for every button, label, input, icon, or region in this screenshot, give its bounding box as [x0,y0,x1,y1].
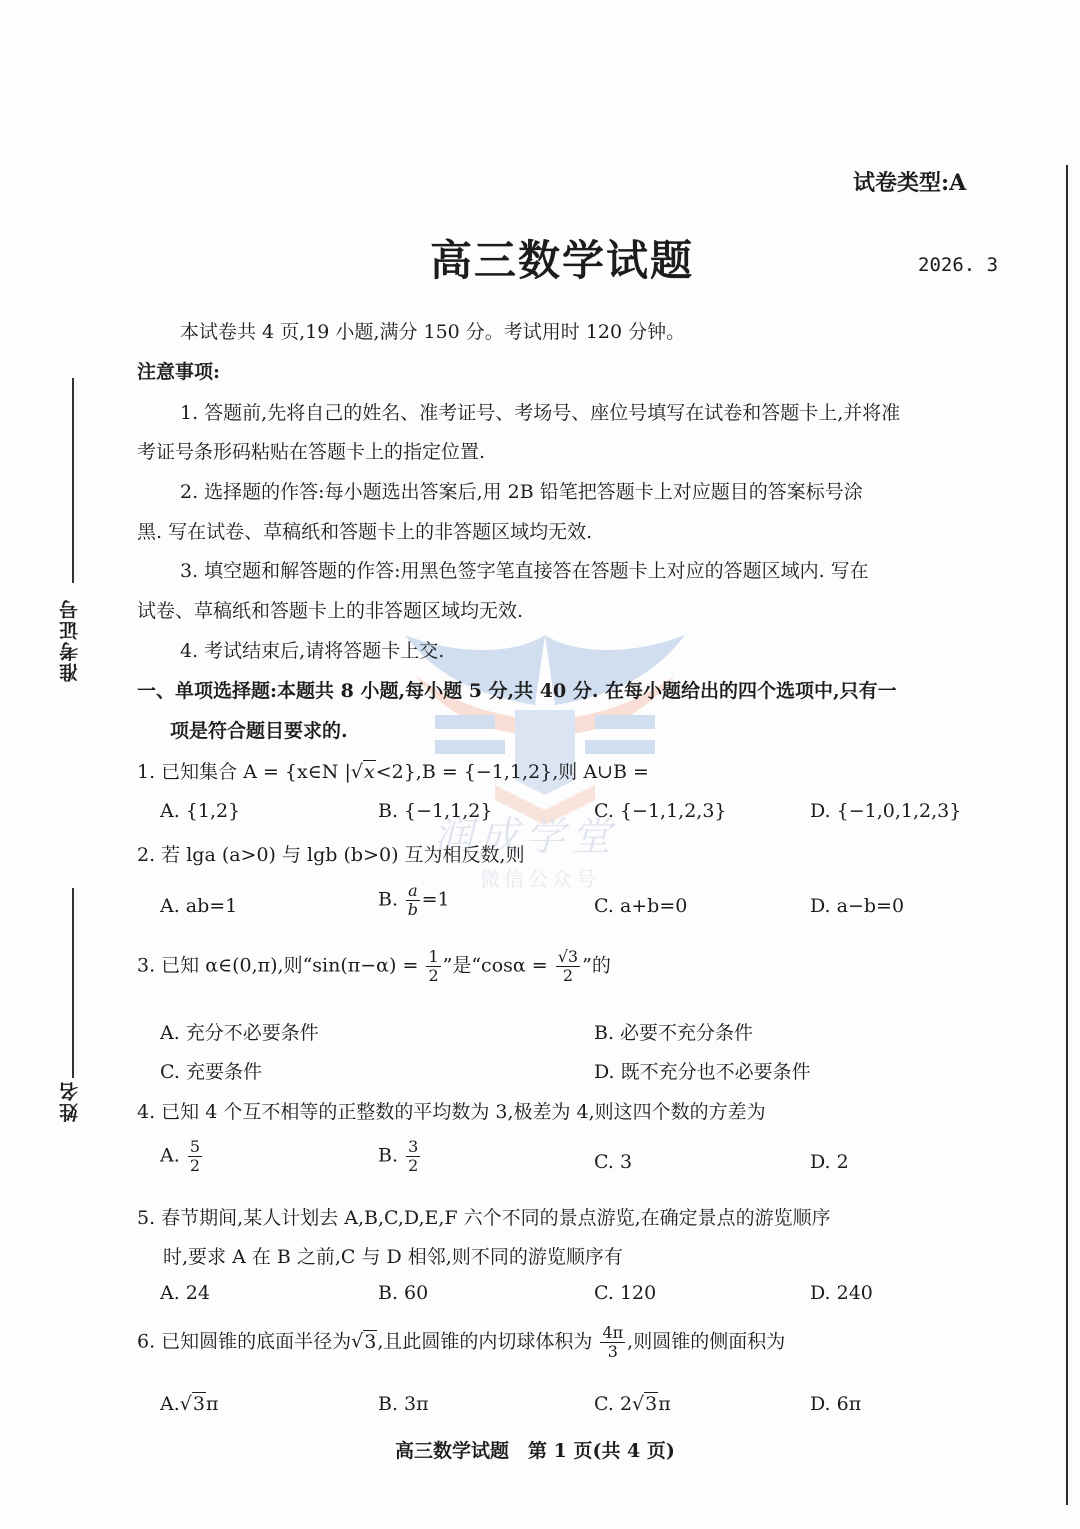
sqrt-symbol: √ [351,1330,364,1353]
q4-option-a: A. $\frac{5}{2}$ [160,1137,200,1175]
q3-option-b: B. 必要不充分条件 [594,1022,754,1044]
q2-option-c: C. a+b=0 [594,895,688,917]
question-1-stem: 1. 已知集合 A = {x∈N |√x<2},B = {−1,1,2},则 A∪B = [137,761,649,783]
name-label: 姓名 [59,1080,81,1122]
sqrt-symbol: √ [632,1393,645,1415]
right-margin-rule [1066,165,1068,1505]
q2-option-d: D. a−b=0 [810,895,905,917]
q6-option-d: D. 6π [810,1393,862,1415]
fraction: $\frac{a}{b}$ [407,881,418,919]
q4-option-b: B. $\frac{3}{2}$ [378,1137,419,1175]
note-1-line-1: 1. 答题前,先将自己的姓名、准考证号、考场号、座位号填写在试卷和答题卡上,并将准 [180,402,901,424]
q6-option-a: A.√3π [160,1393,219,1415]
admission-number-label: 准考证号 [59,598,81,682]
sqrt-symbol: √ [179,1393,192,1415]
q3-option-a: A. 充分不必要条件 [160,1022,319,1044]
question-2-stem: 2. 若 lga (a>0) 与 lgb (b>0) 互为相反数,则 [137,844,525,866]
fraction: $\frac{3}{2}$ [408,1137,419,1175]
notes-heading: 注意事项: [137,361,221,383]
note-1-line-2: 考证号条形码粘贴在答题卡上的指定位置. [137,441,486,463]
q4-option-c: C. 3 [594,1151,633,1173]
watermark-name: 润成学堂 [433,814,617,860]
question-5-line-2: 时,要求 A 在 B 之前,C 与 D 相邻,则不同的游览顺序有 [163,1246,623,1268]
name-line [72,888,74,1078]
q3-option-d: D. 既不充分也不必要条件 [594,1061,811,1083]
watermark-subtitle: 微信公众号 [480,867,600,891]
q2-option-a: A. ab=1 [160,895,238,917]
paper-type: 试卷类型:A [853,170,967,196]
sqrt-symbol: √ [350,761,363,783]
q5-option-a: A. 24 [160,1282,210,1304]
section-1-heading-line-2: 项是符合题目要求的. [170,720,348,742]
fraction: $\frac{5}{2}$ [189,1137,200,1175]
q5-option-c: C. 120 [594,1282,657,1304]
note-2-line-2: 黑. 写在试卷、草稿纸和答题卡上的非答题区域均无效. [137,521,593,543]
q5-option-d: D. 240 [810,1282,873,1304]
question-5-line-1: 5. 春节期间,某人计划去 A,B,C,D,E,F 六个不同的景点游览,在确定景点的游览顺序 [137,1207,831,1229]
q5-option-b: B. 60 [378,1282,429,1304]
q1-option-b: B. {−1,1,2} [378,800,493,822]
q3-option-c: C. 充要条件 [160,1061,262,1083]
page-title: 高三数学试题 [430,236,695,285]
exam-date: 2026. 3 [918,254,999,276]
fraction: $\frac{√3}{2}$ [557,947,579,985]
q1-option-d: D. {−1,0,1,2,3} [810,800,962,822]
q6-option-b: B. 3π [378,1393,429,1415]
admission-number-line [72,378,74,583]
section-1-heading-line-1: 一、单项选择题:本题共 8 小题,每小题 5 分,共 40 分. 在每小题给出的四个选项中,只有一 [137,680,897,702]
page-footer: 高三数学试题 第 1 页(共 4 页) [395,1440,675,1462]
question-6-stem: 6. 已知圆锥的底面半径为√3,且此圆锥的内切球体积为 $\frac{4\pi}{3}$ ,则圆锥的侧面积为 [137,1323,786,1361]
q2-option-b: B. $\frac{a}{b}$ =1 [378,881,450,919]
q1-option-c: C. {−1,1,2,3} [594,800,727,822]
note-2-line-1: 2. 选择题的作答:每小题选出答案后,用 2B 铅笔把答题卡上对应题目的答案标号涂 [180,481,863,503]
question-3-stem: 3. 已知 α∈(0,π),则“sin(π−α) = $\frac{1}{2}$ ”是“cosα = $\frac{√3}{2}$ ”的 [137,947,611,985]
note-4: 4. 考试结束后,请将答题卡上交. [180,640,445,662]
fraction: $\frac{4\pi}{3}$ [602,1323,624,1361]
q4-option-d: D. 2 [810,1151,849,1173]
q1-option-a: A. {1,2} [160,800,241,822]
fraction: $\frac{1}{2}$ [428,947,439,985]
note-3-line-2: 试卷、草稿纸和答题卡上的非答题区域均无效. [137,600,524,622]
question-4-stem: 4. 已知 4 个互不相等的正整数的平均数为 3,极差为 4,则这四个数的方差为 [137,1101,766,1123]
note-3-line-1: 3. 填空题和解答题的作答:用黑色签字笔直接答在答题卡上对应的答题区域内. 写在 [180,560,869,582]
intro-text: 本试卷共 4 页,19 小题,满分 150 分。考试用时 120 分钟。 [180,321,686,343]
q6-option-c: C. 2√3π [594,1393,671,1415]
